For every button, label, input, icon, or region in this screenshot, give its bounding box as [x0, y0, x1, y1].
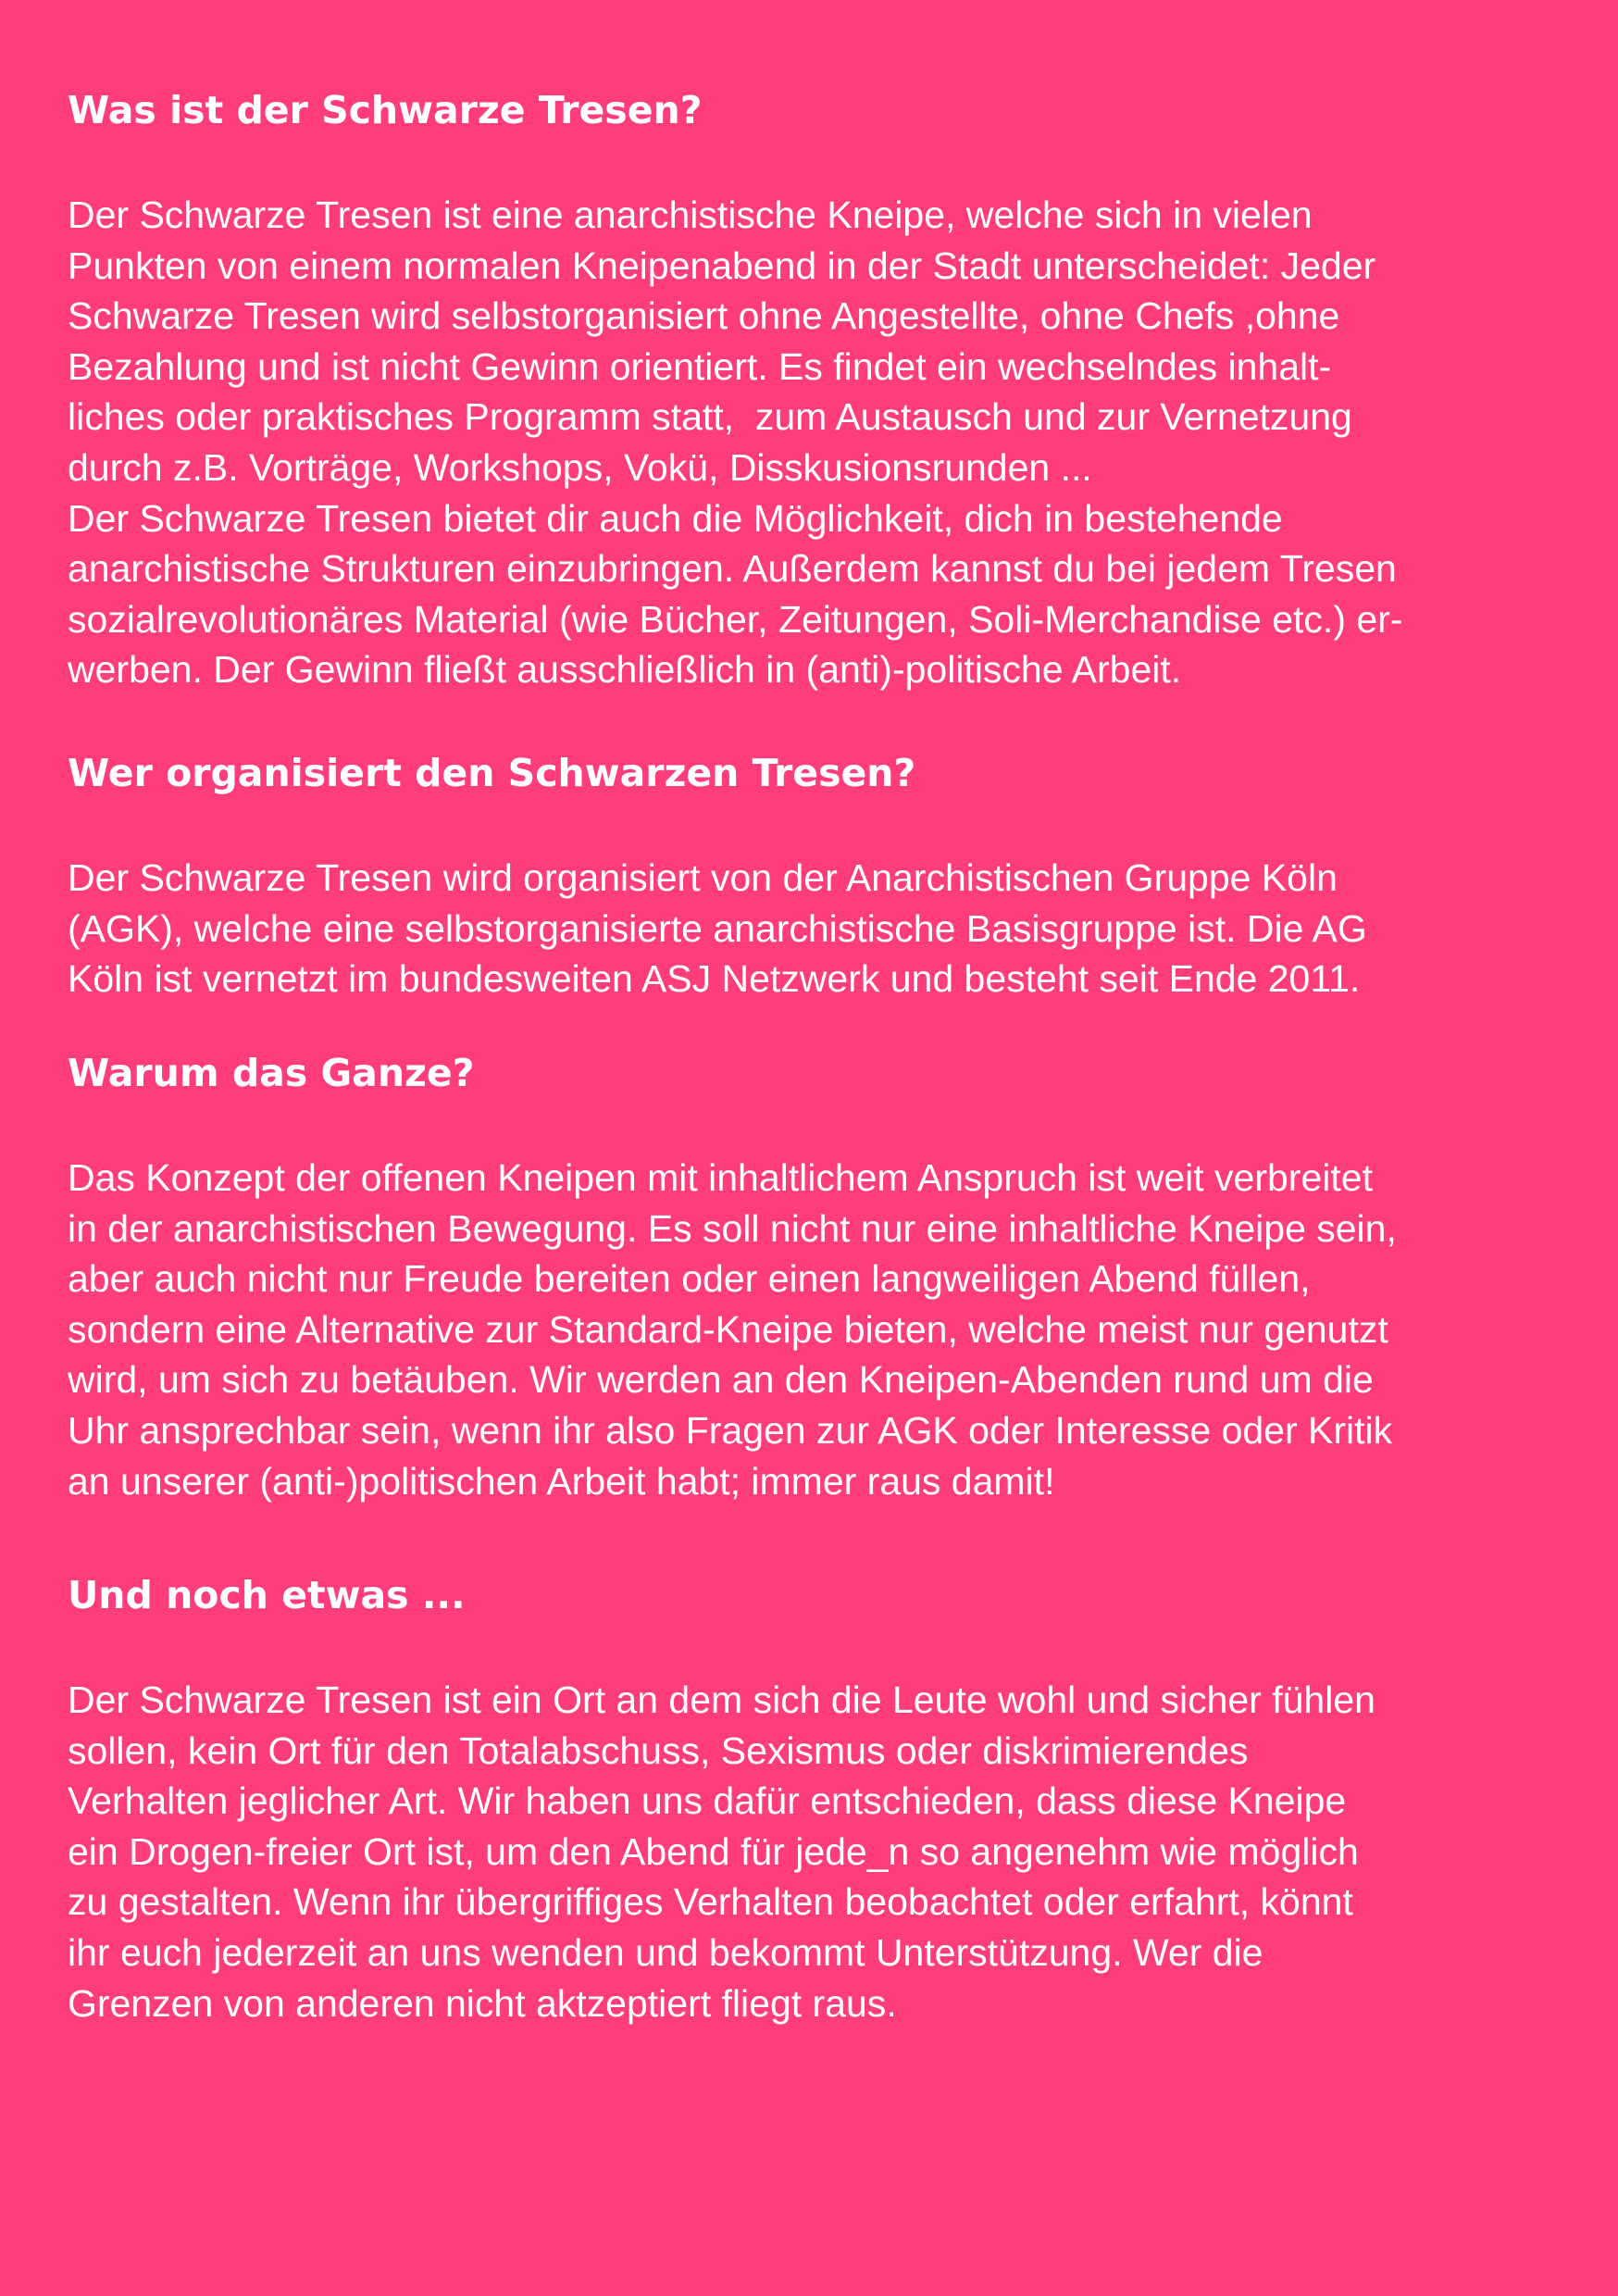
- paragraph-line: (AGK), welche eine selbstorganisierte anarchistische Basisgruppe ist. Die AG: [68, 906, 1367, 950]
- paragraph-line: Bezahlung und ist nicht Gewinn orientiert. Es findet ein wechselndes inhalt-: [68, 344, 1332, 388]
- paragraph-line: ein Drogen-freier Ort ist, um den Abend für jede_n so angenehm wie möglich: [68, 1829, 1359, 1873]
- paragraph-line: Köln ist vernetzt im bundesweiten ASJ Netzwerk und besteht seit Ende 2011.: [68, 957, 1361, 1001]
- paragraph-line: werben. Der Gewinn fließt ausschließlich in (anti)-politische Arbeit.: [68, 648, 1182, 692]
- paragraph-line: ihr euch jederzeit an uns wenden und bekommt Unterstützung. Wer die: [68, 1930, 1263, 1974]
- paragraph-line: Der Schwarze Tresen bietet dir auch die Möglichkeit, dich in bestehende: [68, 496, 1283, 540]
- section-paragraph-und-noch-etwas: [68, 1675, 1375, 2028]
- paragraph-line: an unserer (anti-)politischen Arbeit habt; immer raus damit!: [68, 1459, 1055, 1503]
- section-heading-und-noch-etwas: Und noch etwas ...: [68, 1573, 466, 1617]
- section-paragraph-wer-organisiert: [68, 853, 1367, 1004]
- section-paragraph-was-ist: [68, 190, 1402, 695]
- paragraph-line: aber auch nicht nur Freude bereiten oder einen langweiligen Abend füllen,: [68, 1257, 1311, 1301]
- paragraph-line: anarchistische Strukturen einzubringen. Außerdem kannst du bei jedem Tresen: [68, 547, 1397, 591]
- paragraph-line: zu gestalten. Wenn ihr übergriffiges Verhalten beobachtet oder erfahrt, könnt: [68, 1880, 1353, 1924]
- paragraph-line: sozialrevolutionäres Material (wie Bücher, Zeitungen, Soli-Merchandise etc.) er-: [68, 597, 1403, 641]
- paragraph-line: Der Schwarze Tresen ist eine anarchistische Kneipe, welche sich in vielen: [68, 193, 1313, 236]
- paragraph-line: wird, um sich zu betäuben. Wir werden an den Kneipen-Abenden rund um die: [68, 1358, 1374, 1402]
- paragraph-line: Der Schwarze Tresen ist ein Ort an dem sich die Leute wohl und sicher fühlen: [68, 1678, 1375, 1721]
- paragraph-line: Verhalten jeglicher Art. Wir haben uns dafür entschieden, dass diese Kneipe: [68, 1779, 1347, 1823]
- paragraph-line: liches oder praktisches Programm statt, zum Austausch und zur Vernetzung: [68, 395, 1352, 439]
- paragraph-line: sollen, kein Ort für den Totalabschuss, Sexismus oder diskrimierendes: [68, 1728, 1249, 1772]
- paragraph-line: Grenzen von anderen nicht aktzeptiert fliegt raus.: [68, 1981, 897, 2025]
- paragraph-line: Das Konzept der offenen Kneipen mit inhaltlichem Anspruch ist weit verbreitet: [68, 1156, 1373, 1199]
- paragraph-line: Schwarze Tresen wird selbstorganisiert ohne Angestellte, ohne Chefs ,ohne: [68, 294, 1340, 338]
- paragraph-line: sondern eine Alternative zur Standard-Kneipe bieten, welche meist nur genutzt: [68, 1307, 1388, 1351]
- paragraph-line: Uhr ansprechbar sein, wenn ihr also Fragen zur AGK oder Interesse oder Kritik: [68, 1408, 1393, 1452]
- paragraph-line: Punkten von einem normalen Kneipenabend in der Stadt unterscheidet: Jeder: [68, 243, 1376, 287]
- section-heading-was-ist: Was ist der Schwarze Tresen?: [68, 88, 703, 132]
- section-paragraph-warum: [68, 1153, 1397, 1506]
- paragraph-line: in der anarchistischen Bewegung. Es soll nicht nur eine inhaltliche Kneipe sein,: [68, 1206, 1397, 1250]
- paragraph-line: durch z.B. Vorträge, Workshops, Vokü, Disskusionsrunden ...: [68, 445, 1092, 489]
- section-heading-warum: Warum das Ganze?: [68, 1051, 475, 1095]
- paragraph-line: Der Schwarze Tresen wird organisiert von der Anarchistischen Gruppe Köln: [68, 856, 1338, 899]
- section-heading-wer-organisiert: Wer organisiert den Schwarzen Tresen?: [68, 751, 916, 795]
